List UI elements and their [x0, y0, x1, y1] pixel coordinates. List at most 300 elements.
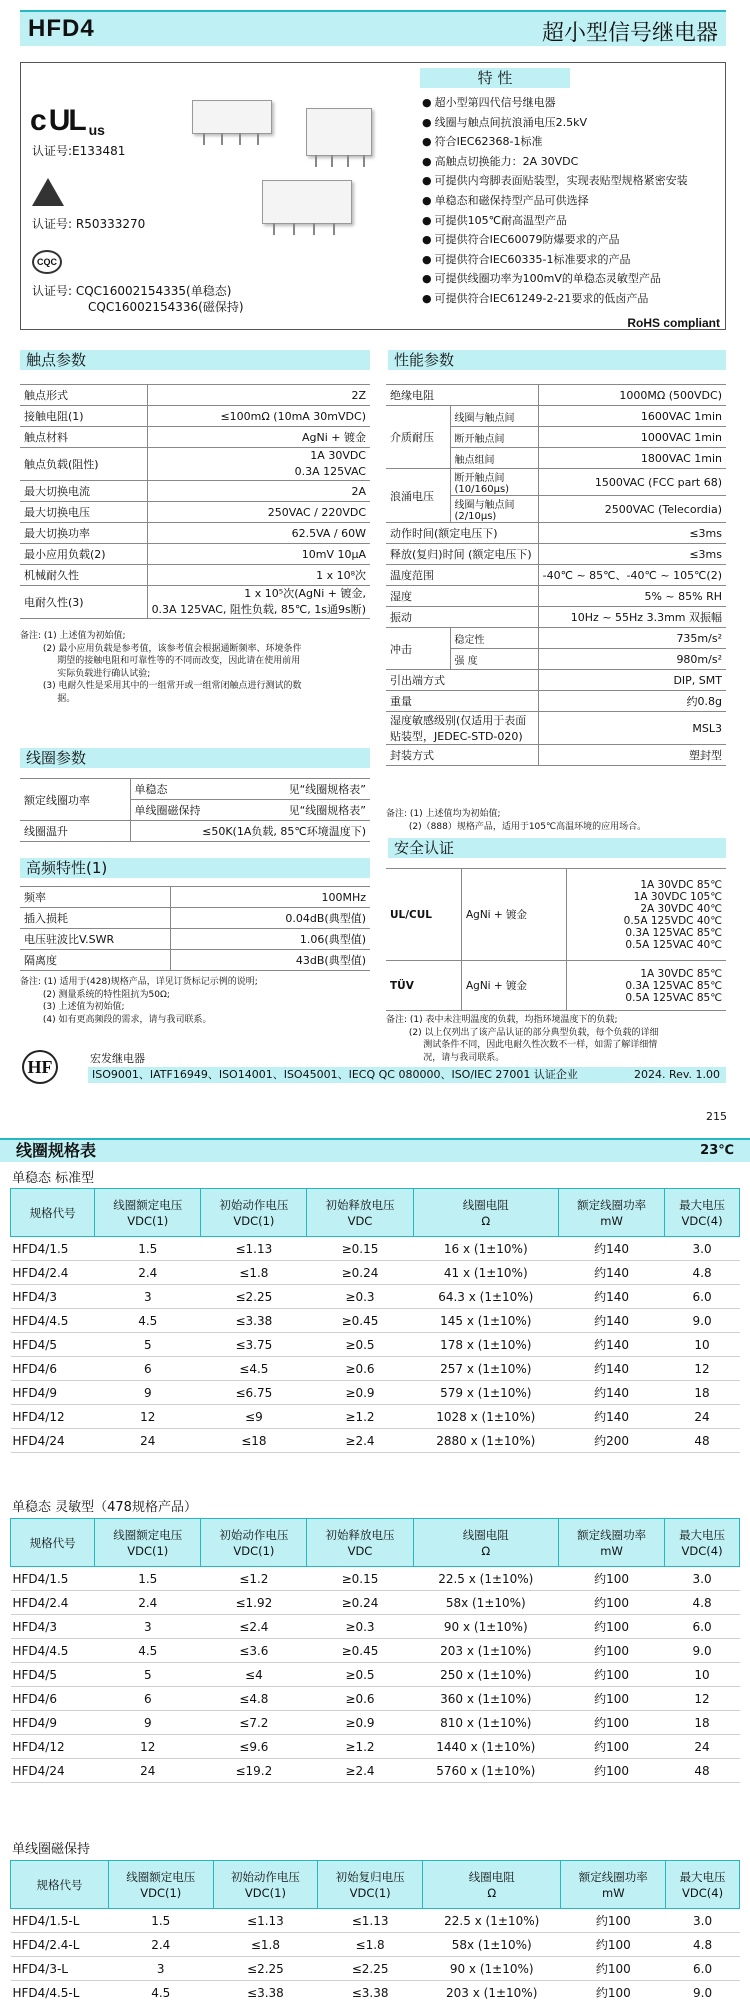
spec-label: 隔离度	[20, 950, 170, 971]
table-cell: HFD4/4.5	[11, 1309, 95, 1333]
table-row	[11, 1711, 740, 1735]
table-cell: 2.4	[108, 1933, 213, 1957]
spec-value: MSL3	[538, 712, 726, 745]
feature-item: ● 高触点切换能力：2A 30VDC	[422, 153, 722, 173]
spec-row	[386, 544, 726, 565]
table-cell: 约140	[559, 1381, 665, 1405]
spec-label: 最大切换功率	[20, 523, 147, 544]
table-cell: 10	[665, 1663, 740, 1687]
table-row	[11, 1285, 740, 1309]
rating-line: 0.3A 125VAC 85℃	[625, 926, 722, 939]
table-cell: 90 x (1±10%)	[413, 1615, 559, 1639]
spec-value: 980m/s²	[538, 649, 726, 670]
table-cell: 10	[665, 1333, 740, 1357]
spec-value: 735m/s²	[538, 628, 726, 649]
safety-ratings	[566, 869, 726, 961]
column-header: 最大电压 VDC(4)	[665, 1519, 740, 1567]
table-cell: HFD4/1.5	[11, 1237, 95, 1261]
table-cell: 203 x (1±10%)	[422, 1981, 560, 2000]
table-cell: ≤6.75	[201, 1381, 307, 1405]
spec-label: 浪涌电压	[386, 469, 450, 523]
table-row	[11, 1735, 740, 1759]
table-cell: 6	[95, 1357, 201, 1381]
spec-label: 释放(复归)时间 (额定电压下)	[386, 544, 538, 565]
table-cell: 22.5 x (1±10%)	[413, 1567, 559, 1591]
table-cell: HFD4/1.5-L	[11, 1909, 109, 1933]
table-subtitle: 单线圈磁保持	[12, 1842, 91, 1857]
spec-row	[20, 887, 370, 908]
table-row	[11, 1261, 740, 1285]
spec-row	[386, 523, 726, 544]
table-cell: ≥2.4	[307, 1759, 413, 1783]
table-cell: HFD4/4.5	[11, 1639, 95, 1663]
spec-label: 动作时间(额定电压下)	[386, 523, 538, 544]
coil-spec-table	[10, 1860, 740, 2000]
column-header: 初始释放电压 VDC	[307, 1519, 413, 1567]
table-cell: 5	[95, 1663, 201, 1687]
spec-label: 插入损耗	[20, 908, 170, 929]
spec-row	[386, 670, 726, 691]
table-row	[11, 1333, 740, 1357]
spec-sublabel: 稳定性	[450, 628, 538, 649]
hongfa-logo: HF	[22, 1050, 58, 1084]
feature-item: ● 单稳态和磁保持型产品可供选择	[422, 192, 722, 212]
spec-value: 1800VAC 1min	[538, 448, 726, 469]
table-cell: ≤3.75	[201, 1333, 307, 1357]
table-header	[11, 1519, 740, 1567]
table-cell: HFD4/3	[11, 1615, 95, 1639]
rohs-label: RoHS compliant	[627, 316, 720, 330]
table-cell: ≤1.13	[201, 1237, 307, 1261]
coil-type: 单稳态	[130, 779, 242, 800]
table-cell: ≥0.15	[307, 1237, 413, 1261]
table-cell: 1.5	[108, 1909, 213, 1933]
features-list	[422, 94, 722, 310]
table-cell: 203 x (1±10%)	[413, 1639, 559, 1663]
table-cell: HFD4/24	[11, 1429, 95, 1453]
spec-row	[386, 745, 726, 766]
table-cell: 约140	[559, 1333, 665, 1357]
tuv-cert-number: 认证号: R50333270	[32, 217, 146, 231]
spec-value: 250VAC / 220VDC	[147, 502, 370, 523]
coil-type: 单线圈磁保持	[130, 800, 242, 821]
table-cell: 9.0	[665, 1309, 740, 1333]
ul-cert-number: 认证号:E133481	[32, 144, 126, 158]
table-cell: ≤18	[201, 1429, 307, 1453]
spec-label: 触点材料	[20, 427, 147, 448]
table-cell: 12	[95, 1735, 201, 1759]
spec-sublabel: 断开触点间 (10/160μs)	[450, 469, 538, 496]
relay-image	[192, 100, 272, 134]
table-cell: 4.8	[665, 1591, 740, 1615]
spec-label: 最大切换电流	[20, 481, 147, 502]
table-row	[11, 1663, 740, 1687]
cqc-cert-number-1: 认证号: CQC16002154335(单稳态)	[32, 284, 232, 298]
table-cell: 6	[95, 1687, 201, 1711]
table-cell: ≥0.15	[307, 1567, 413, 1591]
spec-label: 触点形式	[20, 385, 147, 406]
table-cell: ≤9	[201, 1405, 307, 1429]
tuv-triangle-icon	[32, 178, 64, 206]
spec-label: 触点负载(阻性)	[20, 448, 147, 481]
table-cell: 48	[665, 1429, 740, 1453]
table-cell: HFD4/9	[11, 1711, 95, 1735]
coil-section-title: 线圈参数	[20, 748, 370, 768]
table-cell: ≤2.4	[201, 1615, 307, 1639]
spec-row	[20, 908, 370, 929]
table-row	[11, 1933, 740, 1957]
table-cell: 2.4	[95, 1261, 201, 1285]
table-row	[11, 1687, 740, 1711]
table-cell: 24	[665, 1405, 740, 1429]
coil-power-label: 额定线圈功率	[20, 779, 130, 821]
contact-notes: 备注: (1) 上述值为初始值; (2) 最小应用负载是参考值，该参考值会根据通断频率、环境条件 期望的接触电阻和可靠性等的不同而改变，因此请在使用前用 实际负载进行确认试验; (3) 电耐久性是采用其中的一组常开或一组常闭触点进行测试的数 据。	[20, 631, 302, 704]
column-header: 最大电压 VDC(4)	[665, 1189, 740, 1237]
rating-line: 1A 30VDC 85℃	[640, 967, 722, 980]
table-cell: ≤19.2	[201, 1759, 307, 1783]
spec-label: 机械耐久性	[20, 565, 147, 586]
table-cell: HFD4/2.4	[11, 1591, 95, 1615]
table-cell: 约100	[561, 1957, 666, 1981]
coil-params-table	[20, 778, 370, 842]
cqc-logo: CQC	[32, 250, 62, 274]
spec-value: 5% ~ 85% RH	[538, 586, 726, 607]
table-cell: ≤1.13	[213, 1909, 318, 1933]
table-cell: 24	[95, 1429, 201, 1453]
spec-value: 10mV 10μA	[147, 544, 370, 565]
spec-value: 100MHz	[170, 887, 370, 908]
table-cell: 12	[665, 1357, 740, 1381]
spec-row	[386, 607, 726, 628]
footer-bar	[88, 1067, 726, 1083]
table-cell: 250 x (1±10%)	[413, 1663, 559, 1687]
spec-label: 温度范围	[386, 565, 538, 586]
table-cell: HFD4/5	[11, 1663, 95, 1687]
table-cell: 58x (1±10%)	[413, 1591, 559, 1615]
spec-label: 绝缘电阻	[386, 385, 538, 406]
spec-row	[386, 565, 726, 586]
table-cell: 4.8	[666, 1933, 740, 1957]
table-cell: ≥0.3	[307, 1285, 413, 1309]
spec-row	[386, 469, 726, 496]
column-header: 线圈额定电压 VDC(1)	[108, 1861, 213, 1909]
table-cell: ≤2.25	[201, 1285, 307, 1309]
table-cell: HFD4/5	[11, 1333, 95, 1357]
table-cell: 3	[95, 1615, 201, 1639]
table-row	[11, 1381, 740, 1405]
column-header: 线圈额定电压 VDC(1)	[95, 1519, 201, 1567]
contact-section-title: 触点参数	[20, 350, 370, 370]
table-cell: 约100	[559, 1615, 665, 1639]
rating-line: 0.5A 125VAC 40℃	[625, 938, 722, 951]
table-cell: 2880 x (1±10%)	[413, 1429, 559, 1453]
safety-table	[386, 868, 726, 1011]
table-cell: HFD4/4.5-L	[11, 1981, 109, 2000]
table-cell: ≤4.8	[201, 1687, 307, 1711]
table-cell: 约100	[561, 1981, 666, 2000]
spec-label: 频率	[20, 887, 170, 908]
table-cell: 22.5 x (1±10%)	[422, 1909, 560, 1933]
table-cell: 3	[108, 1957, 213, 1981]
table-row	[11, 1567, 740, 1591]
table-row	[11, 1591, 740, 1615]
spec-label: 湿度	[386, 586, 538, 607]
column-header: 规格代号	[11, 1189, 95, 1237]
table-header	[11, 1861, 740, 1909]
rating-line: 1A 30VDC 85℃	[640, 878, 722, 891]
spec-value: 1 x 10⁸次	[147, 565, 370, 586]
table-cell: 4.5	[95, 1639, 201, 1663]
table-cell: 16 x (1±10%)	[413, 1237, 559, 1261]
spec-label: 冲击	[386, 628, 450, 670]
spec-row	[20, 427, 370, 448]
table-cell: ≥0.6	[307, 1687, 413, 1711]
spec-row	[386, 385, 726, 406]
table-cell: 3	[95, 1285, 201, 1309]
table-cell: 58x (1±10%)	[422, 1933, 560, 1957]
table-cell: 约100	[559, 1639, 665, 1663]
perf-table	[386, 384, 726, 766]
spec-row	[386, 691, 726, 712]
rating-line: 0.5A 125VAC 85℃	[625, 991, 722, 1004]
spec-row	[20, 385, 370, 406]
spec-value: ≤3ms	[538, 523, 726, 544]
spec-row	[20, 950, 370, 971]
table-cell: ≥0.24	[307, 1261, 413, 1285]
table-cell: ≥2.4	[307, 1429, 413, 1453]
spec-row	[20, 406, 370, 427]
coil-ref: 见“线圈规格表”	[242, 779, 370, 800]
table-cell: HFD4/3	[11, 1285, 95, 1309]
table-cell: 4.8	[665, 1261, 740, 1285]
table-cell: 约100	[559, 1687, 665, 1711]
column-header: 额定线圈功率 mW	[561, 1861, 666, 1909]
column-header: 规格代号	[11, 1861, 109, 1909]
column-header: 初始复归电压 VDC(1)	[318, 1861, 423, 1909]
table-cell: ≥0.45	[307, 1309, 413, 1333]
feature-item: ● 可提供线圈功率为100mV的单稳态灵敏型产品	[422, 270, 722, 290]
spec-label: 最大切换电压	[20, 502, 147, 523]
table-row	[11, 1309, 740, 1333]
table-cell: ≤3.38	[318, 1981, 423, 2000]
table-cell: 约100	[559, 1567, 665, 1591]
coil-spec-table	[10, 1518, 740, 1783]
spec-row	[20, 565, 370, 586]
spec-label: 重量	[386, 691, 538, 712]
spec-value: 约0.8g	[538, 691, 726, 712]
ul-logo: c UL us	[30, 104, 105, 138]
table-cell: 约100	[559, 1591, 665, 1615]
table-cell: ≤1.2	[201, 1567, 307, 1591]
table-cell: 145 x (1±10%)	[413, 1309, 559, 1333]
table-cell: ≥0.5	[307, 1663, 413, 1687]
rating-line: 1A 30VDC 105℃	[633, 890, 722, 903]
cqc-cert-number-2: CQC16002154336(磁保持)	[88, 300, 244, 314]
table-cell: 4.5	[108, 1981, 213, 2000]
column-header: 额定线圈功率 mW	[559, 1189, 665, 1237]
column-header: 初始动作电压 VDC(1)	[213, 1861, 318, 1909]
rating-line: 0.3A 125VAC 85℃	[625, 979, 722, 992]
column-header: 线圈电阻 Ω	[413, 1519, 559, 1567]
table-row	[11, 1429, 740, 1453]
table-cell: 约140	[559, 1309, 665, 1333]
table-row	[11, 1909, 740, 1933]
table-row	[11, 1639, 740, 1663]
spec-value: -40℃ ~ 85℃、-40℃ ~ 105℃(2)	[538, 565, 726, 586]
spec-label: 湿度敏感级别(仅适用于表面贴装型，JEDEC-STD-020)	[386, 712, 538, 745]
table-cell: 24	[665, 1735, 740, 1759]
table-cell: ≤3.38	[213, 1981, 318, 2000]
table-cell: 3.0	[665, 1237, 740, 1261]
hf-table	[20, 886, 370, 971]
feature-item: ● 可提供符合IEC61249-2-21要求的低卤产品	[422, 290, 722, 310]
spec-label: 接触电阻(1)	[20, 406, 147, 427]
spec-row	[386, 628, 726, 649]
table-subtitle: 单稳态 标准型	[12, 1171, 95, 1186]
table-cell: HFD4/6	[11, 1357, 95, 1381]
table-row	[11, 1957, 740, 1981]
spec-value: 43dB(典型值)	[170, 950, 370, 971]
table-cell: 6.0	[665, 1615, 740, 1639]
relay-image	[262, 180, 352, 224]
table-cell: HFD4/3-L	[11, 1957, 109, 1981]
rating-line: 2A 30VDC 40℃	[640, 902, 722, 915]
hf-section-title: 高频特性(1)	[20, 858, 370, 878]
spec-value: 1000VAC 1min	[538, 427, 726, 448]
table-cell: HFD4/24	[11, 1759, 95, 1783]
spec-value: ≤100mΩ (10mA 30mVDC)	[147, 406, 370, 427]
table-row	[11, 1759, 740, 1783]
table-cell: HFD4/12	[11, 1405, 95, 1429]
feature-item: ● 可提供符合IEC60079防爆要求的产品	[422, 231, 722, 251]
spec-row	[20, 586, 370, 619]
column-header: 线圈电阻 Ω	[413, 1189, 559, 1237]
column-header: 线圈电阻 Ω	[422, 1861, 560, 1909]
table-cell: ≤1.8	[318, 1933, 423, 1957]
table-cell: ≥0.6	[307, 1357, 413, 1381]
table-cell: ≤7.2	[201, 1711, 307, 1735]
table-cell: 9	[95, 1381, 201, 1405]
table-cell: 约100	[559, 1663, 665, 1687]
table-cell: ≤9.6	[201, 1735, 307, 1759]
table-cell: ≤3.38	[201, 1309, 307, 1333]
table-cell: 810 x (1±10%)	[413, 1711, 559, 1735]
safety-agency: UL/CUL	[386, 869, 461, 961]
spec-value: 62.5VA / 60W	[147, 523, 370, 544]
table-cell: HFD4/1.5	[11, 1567, 95, 1591]
table-cell: 360 x (1±10%)	[413, 1687, 559, 1711]
table-cell: ≥0.9	[307, 1711, 413, 1735]
table-cell: HFD4/2.4-L	[11, 1933, 109, 1957]
feature-item: ● 超小型第四代信号继电器	[422, 94, 722, 114]
spec-value: DIP, SMT	[538, 670, 726, 691]
spec-value: 1A 30VDC 0.3A 125VAC	[147, 448, 370, 481]
spec-value: 1 x 10⁵次(AgNi + 镀金, 0.3A 125VAC, 阻性负载, 85℃, 1s通9s断)	[147, 586, 370, 619]
table-cell: 约100	[559, 1711, 665, 1735]
spec-value: 1600VAC 1min	[538, 406, 726, 427]
table-cell: ≤4.5	[201, 1357, 307, 1381]
table-cell: HFD4/9	[11, 1381, 95, 1405]
table-cell: 1.5	[95, 1567, 201, 1591]
spec-label: 引出端方式	[386, 670, 538, 691]
table-cell: ≤4	[201, 1663, 307, 1687]
coil-spec-heading: 线圈规格表	[16, 1141, 97, 1160]
table-cell: 18	[665, 1381, 740, 1405]
spec-row	[20, 502, 370, 523]
table-cell: 5	[95, 1333, 201, 1357]
feature-item: ● 符合IEC62368-1标准	[422, 133, 722, 153]
table-cell: 178 x (1±10%)	[413, 1333, 559, 1357]
spec-sublabel: 强 度	[450, 649, 538, 670]
table-cell: ≥0.9	[307, 1381, 413, 1405]
table-cell: 3.0	[666, 1909, 740, 1933]
table-cell: ≥0.45	[307, 1639, 413, 1663]
table-cell: 41 x (1±10%)	[413, 1261, 559, 1285]
safety-notes: 备注: (1) 表中未注明温度的负载，均指环境温度下的负载; (2) 以上仅列出了该产品认证的部分典型负载，每个负载的详细 测试条件不同，因此电耐久性次数不一样，如需了解详细情 况，请与我司联系。	[386, 1015, 659, 1063]
page-number: 215	[706, 1110, 727, 1123]
table-cell: 约140	[559, 1285, 665, 1309]
table-cell: 约140	[559, 1261, 665, 1285]
table-row	[11, 1237, 740, 1261]
model-name: HFD4	[28, 15, 95, 42]
table-cell: 2.4	[95, 1591, 201, 1615]
table-cell: 5760 x (1±10%)	[413, 1759, 559, 1783]
company-name: 宏发继电器	[90, 1052, 145, 1065]
column-header: 最大电压 VDC(4)	[666, 1861, 740, 1909]
spec-row	[20, 448, 370, 481]
table-cell: 9.0	[666, 1981, 740, 2000]
perf-section-title: 性能参数	[388, 350, 726, 370]
table-cell: 3.0	[665, 1567, 740, 1591]
table-cell: 约140	[559, 1357, 665, 1381]
table-cell: 48	[665, 1759, 740, 1783]
table-cell: 1440 x (1±10%)	[413, 1735, 559, 1759]
spec-value: AgNi + 镀金	[147, 427, 370, 448]
table-cell: 6.0	[665, 1285, 740, 1309]
column-header: 初始动作电压 VDC(1)	[201, 1189, 307, 1237]
relay-image	[306, 108, 372, 156]
table-cell: HFD4/12	[11, 1735, 95, 1759]
column-header: 线圈额定电压 VDC(1)	[95, 1189, 201, 1237]
table-cell: 579 x (1±10%)	[413, 1381, 559, 1405]
standards-text: ISO9001、IATF16949、ISO14001、ISO45001、IECQ QC 080000、ISO/IEC 27001 认证企业	[92, 1068, 578, 1081]
table-row	[11, 1405, 740, 1429]
feature-item: ● 可提供符合IEC60335-1标准要求的产品	[422, 251, 722, 271]
safety-ratings	[566, 961, 726, 1011]
table-cell: 90 x (1±10%)	[422, 1957, 560, 1981]
hf-notes: 备注: (1) 适用于(428)规格产品，详见订货标记示例的说明; (2) 测量系统的特性阻抗为50Ω; (3) 上述值为初始值; (4) 如有更高频段的需求，请与我司联系。	[20, 977, 258, 1025]
header-bar	[20, 10, 726, 46]
table-cell: 64.3 x (1±10%)	[413, 1285, 559, 1309]
feature-item: ● 可提供内弯脚表面贴装型，实现表贴型规格紧密安装	[422, 172, 722, 192]
table-cell: ≥1.2	[307, 1405, 413, 1429]
table-row	[11, 1615, 740, 1639]
coil-temp-label: 线圈温升	[20, 821, 130, 842]
table-cell: ≥1.2	[307, 1735, 413, 1759]
table-row	[11, 1357, 740, 1381]
contact-table	[20, 384, 370, 619]
spec-value: 2Z	[147, 385, 370, 406]
column-header: 初始动作电压 VDC(1)	[201, 1519, 307, 1567]
spec-row	[20, 929, 370, 950]
spec-row	[386, 586, 726, 607]
table-cell: 约140	[559, 1237, 665, 1261]
spec-label: 振动	[386, 607, 538, 628]
safety-agency: TÜV	[386, 961, 461, 1011]
spec-row	[20, 523, 370, 544]
table-cell: 约200	[559, 1429, 665, 1453]
table-cell: ≤3.6	[201, 1639, 307, 1663]
